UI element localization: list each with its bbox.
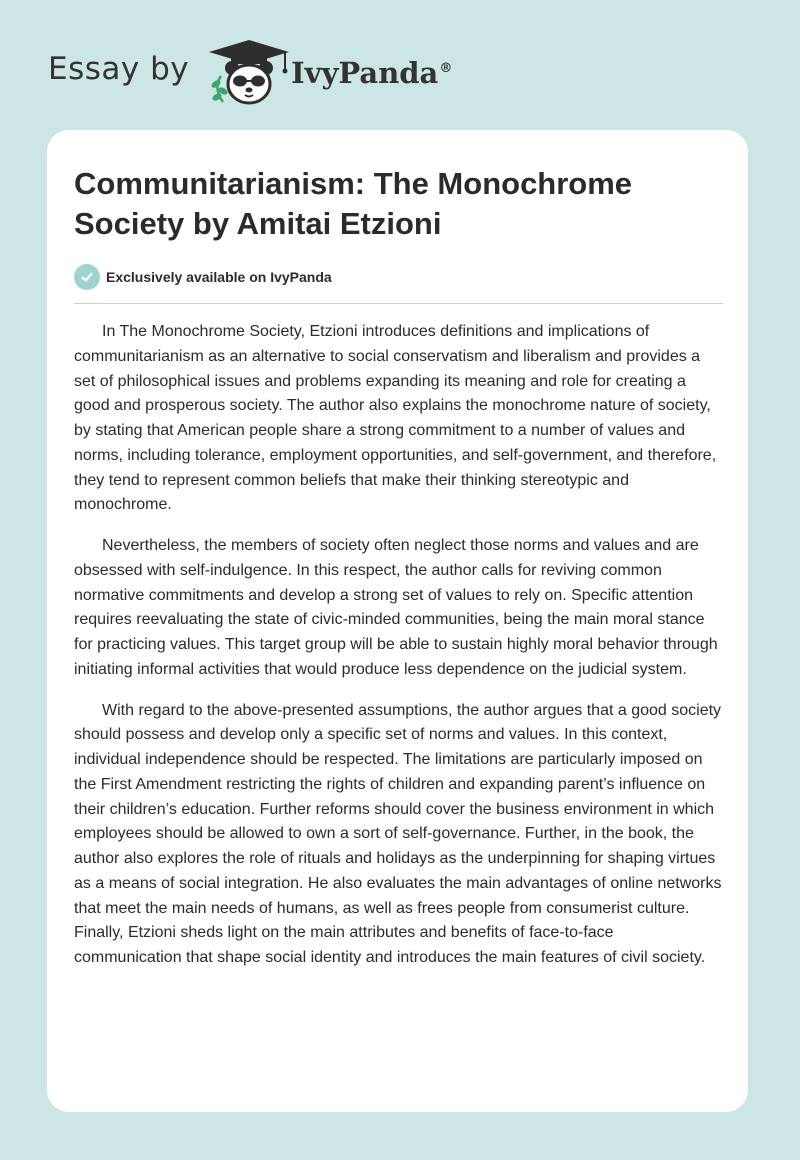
exclusive-badge-label: Exclusively available on IvyPanda <box>106 269 332 285</box>
site-header <box>48 36 452 108</box>
divider <box>74 303 723 304</box>
essay-paragraph: In The Monochrome Society, Etzioni introduces definitions and implications of communitarianism as an alternative to social conservatism and liberalism and provides a set of philosophical issues and problems expanding its meaning and role for creating a good and prosperous society. The author also explains the monochrome nature of society, by stating that American people share a strong commitment to a number of values and norms, including tolerance, employment opportunities, and self-government, and therefore, they tend to represent common beliefs that make their thinking stereotypic and monochrome. <box>74 323 717 514</box>
essay-card <box>47 130 748 1112</box>
brand-name: IvyPanda® <box>291 56 453 90</box>
essay-body <box>74 320 724 987</box>
essay-title: Communitarianism: The Monochrome Society by Amitai Etzioni <box>74 166 633 241</box>
panda-graduate-logo-icon[interactable] <box>201 36 297 108</box>
essay-paragraph: Nevertheless, the members of society often neglect those norms and values and are obsessed with self-indulgence. In this respect, the author calls for reviving common normative commitments and develop a strong set of values to rely on. Specific attention requires reevaluating the state of civic-minded communities, being the main moral stance for practicing values. This target group will be able to sustain highly moral behavior through initiating informal activities that would produce less dependence on the judicial system. <box>74 537 718 678</box>
check-mark-icon <box>80 270 94 284</box>
registered-mark: ® <box>439 61 453 77</box>
check-circle-icon <box>74 264 100 290</box>
brand-prefix: Essay by <box>48 51 190 87</box>
essay-paragraph: With regard to the above-presented assumptions, the author argues that a good society should possess and develop only a specific set of norms and values. In this context, individual independence should be respected. The limitations are particularly imposed on the First Amendment restricting the rights of children and expanding parent’s influence on their children’s education. Further reforms should cover the business environment in which employees should be allowed to own a sort of self-governance. Further, in the book, the author also explores the role of rituals and holidays as the underpinning for shaping virtues as a means of social integration. He also evaluates the main advantages of online networks that meet the main needs of humans, as well as frees people from consumerist culture. Finally, Etzioni sheds light on the main attributes and benefits of face-to-face communication that shape social identity and introduces the main features of civil society. <box>74 701 722 966</box>
exclusive-badge <box>74 264 332 290</box>
